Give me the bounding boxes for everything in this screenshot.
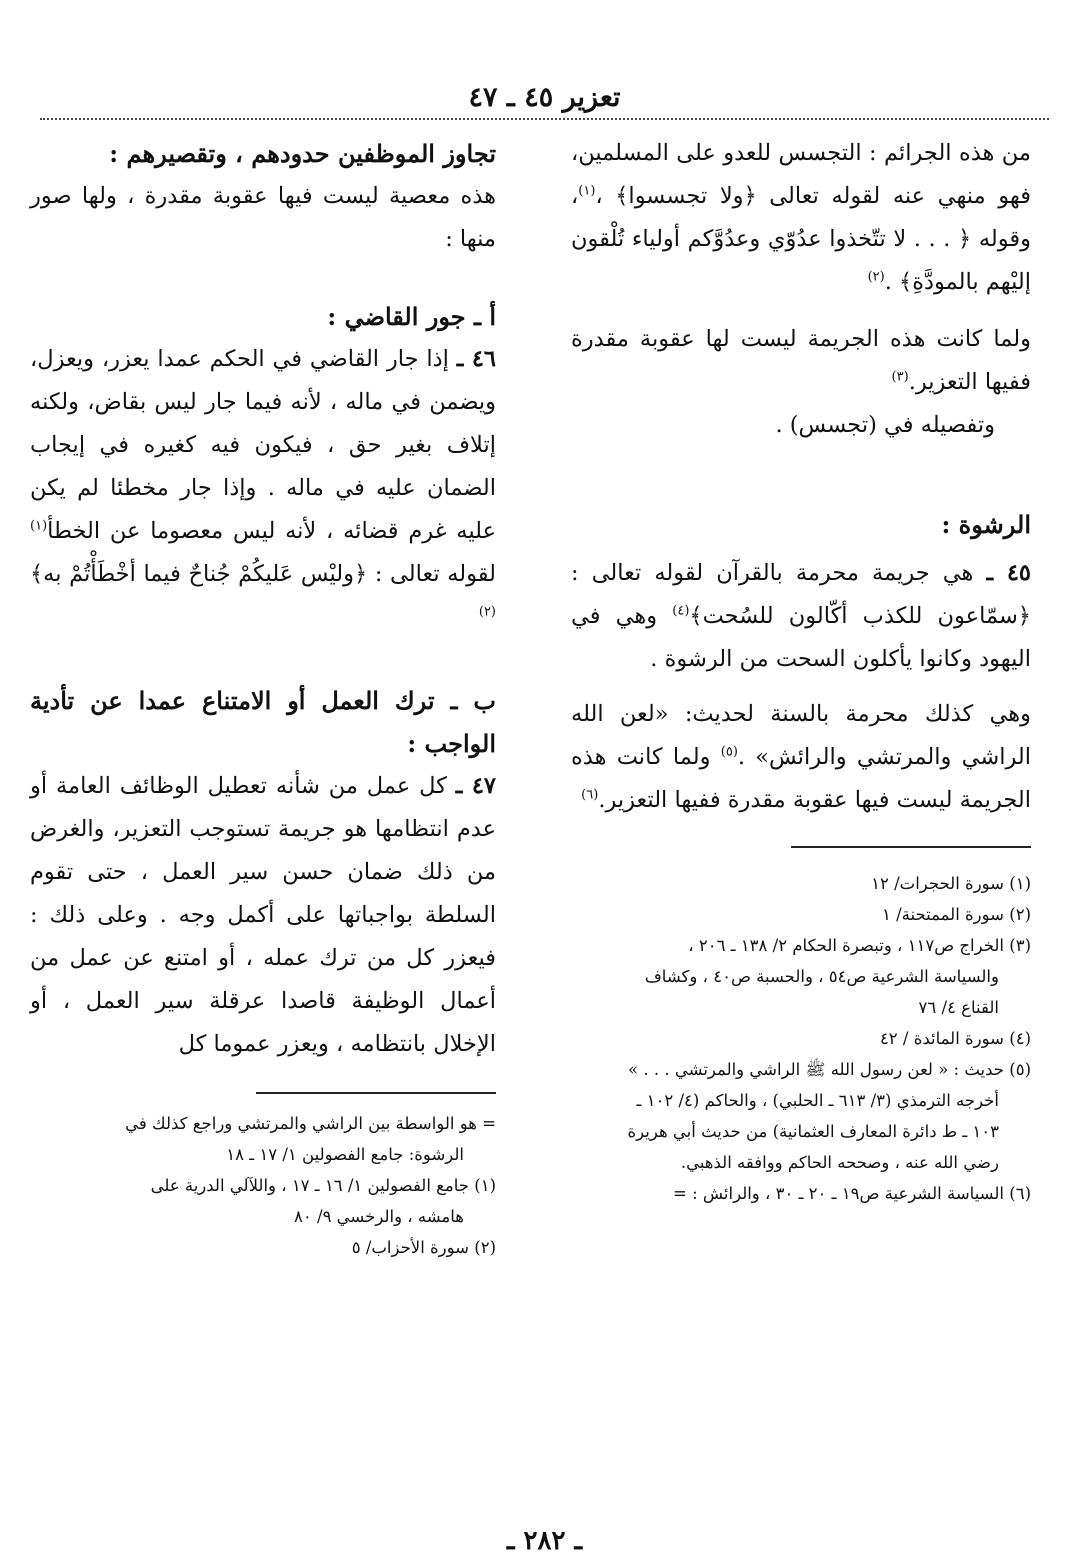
footnotes-left <box>30 1108 496 1263</box>
right-column <box>571 128 1031 1209</box>
footnote-2: (٢) سورة الممتحنة/ ١ <box>881 905 1031 924</box>
paragraph-number: ٤٥ ـ <box>986 560 1031 586</box>
running-header-title: تعزير ٤٥ ـ ٤٧ <box>468 82 621 113</box>
paragraph-47 <box>30 765 496 1066</box>
page-number: ـ ٢٨٢ ـ <box>506 1526 583 1556</box>
footnote-ref: (٢) <box>478 604 496 620</box>
heading-bribery: الرشوة : <box>941 510 1031 539</box>
paragraph-text: إذا جار القاضي في الحكم عمدا يعزر، ويعزل، ويضمن في ماله ، لأنه فيما جار ليس بقاض، ولكنه إتلاف بغير حق ، فيكون فيه كغيره في إيجاب الضمان عليه في ماله . وإذا جار مخطئا لم يكن عليه غرم قضائه ، لأنه ليس معصوما عن الخطأ <box>30 346 496 544</box>
footnote-ref: (١) <box>578 183 596 199</box>
footnote-5: (٥) حديث : « لعن رسول الله ﷺ الراشي والمرتشي . . . » <box>628 1060 1031 1079</box>
footnote-3: (٣) الخراج ص١١٧ ، وتبصرة الحكام ٢/ ١٣٨ ـ ٢٠٦ ، <box>688 936 1031 955</box>
footnote-ref: (١) <box>30 518 48 534</box>
paragraph-espionage-penalty <box>571 318 1031 404</box>
paragraph-text: وهي في اليهود وكانوا يأكلون السحت من الرشوة . <box>571 603 1031 672</box>
footnote-1: (١) سورة الحجرات/ ١٢ <box>871 874 1031 893</box>
footnote-ref: (٥) <box>720 744 738 760</box>
paragraph-text: لقوله تعالى : ﴿وليْس عَليكُمْ جُناحٌ فيما أخْطَأْتُمْ به﴾ <box>30 561 496 587</box>
footnote-2: (٢) سورة الأحزاب/ ٥ <box>351 1238 496 1257</box>
header-dotted-rule <box>40 118 1049 120</box>
paragraph-text: ولما كانت هذه الجريمة ليست فيها عقوبة مقدرة ففيها التعزير. <box>571 744 1031 813</box>
footnote-3-cont: القناع ٤/ ٧٦ <box>918 998 999 1017</box>
footnote-5-cont: رضي الله عنه ، وصححه الحاكم ووافقه الذهبي. <box>680 1153 999 1172</box>
footnote-4: (٤) سورة المائدة / ٤٢ <box>879 1029 1031 1048</box>
footnote-ref: (٢) <box>867 269 885 285</box>
heading-abandon-work: ب ـ ترك العمل أو الامتناع عمدا عن تأدية الواجب : <box>30 686 496 758</box>
footnote-1-cont: هامشه ، والرخسي ٩/ ٨٠ <box>294 1207 464 1226</box>
page-header <box>0 80 1089 120</box>
footnote-ref: (٦) <box>581 787 599 803</box>
paragraph-bribery-sunnah <box>571 693 1031 822</box>
footnote-ref: (٣) <box>891 369 909 385</box>
paragraph-text: كل عمل من شأنه تعطيل الوظائف العامة أو عدم انتظامها هو جريمة تستوجب التعزير، والغرض من ذلك ضمان حسن سير العمل ، حتى تقوم السلطة بواجباتها على أكمل وجه . وعلى ذلك : فيعزر كل من ترك عمله ، أو امتنع عن عمل من أعمال الوظيفة قاصدا عرقلة سير العمل ، أو الإخلال بانتظامه ، ويعزر عموما كل <box>30 773 496 1057</box>
heading-judge-injustice: أ ـ جور القاضي : <box>327 302 496 331</box>
paragraph-46 <box>30 338 496 639</box>
paragraph-see-also: وتفصيله في (تجسس) . <box>775 412 995 438</box>
footnote-continuation: الرشوة: جامع الفصولين ١/ ١٧ ـ ١٨ <box>226 1145 464 1164</box>
paragraph-text: من هذه الجرائم : التجسس للعدو على المسلمين، فهو منهي عنه لقوله تعالى ﴿ولا تجسسوا﴾ ، <box>571 140 1031 209</box>
paragraph-number: ٤٧ ـ <box>455 773 497 799</box>
footnote-separator <box>791 846 1031 848</box>
footnote-3-cont: والسياسة الشرعية ص٥٤ ، والحسبة ص٤٠ ، وكشاف <box>644 967 999 986</box>
paragraph-text: وهي كذلك محرمة بالسنة لحديث: «لعن الله الراشي والمرتشي والرائش» . <box>571 701 1032 770</box>
footnote-continuation: = هو الواسطة بين الراشي والمرتشي وراجع كذلك في <box>125 1114 496 1133</box>
heading-officials: تجاوز الموظفين حدودهم ، وتقصيرهم : <box>109 139 496 168</box>
paragraph-45 <box>571 552 1031 681</box>
footnote-separator <box>256 1092 496 1094</box>
paragraph-text: ولما كانت هذه الجريمة ليست لها عقوبة مقدرة ففيها التعزير. <box>571 326 1031 395</box>
footnote-1: (١) جامع الفصولين ١/ ١٦ ـ ١٧ ، واللآلي الدرية على <box>150 1176 496 1195</box>
footnotes-right <box>571 868 1031 1209</box>
footnote-5-cont: ١٠٣ ـ ط دائرة المعارف العثمانية) من حديث أبي هريرة <box>627 1122 999 1141</box>
paragraph-text: ، وقوله ﴿ . . . لا تتّخذوا عدُوّي وعدُوَّكم أولياء تُلْقون إليْهم بالمودَّةِ﴾ . <box>571 183 1031 295</box>
paragraph-number: ٤٦ ـ <box>456 346 496 372</box>
left-column <box>30 128 496 1263</box>
paragraph-text: هي جريمة محرمة بالقرآن لقوله تعالى : ﴿سمّاعون للكذب أكّالون للسُحت﴾ <box>571 560 1031 629</box>
footnote-ref: (٤) <box>672 603 690 619</box>
paragraph-officials-intro: هذه معصية ليست فيها عقوبة مقدرة ، ولها صور منها : <box>30 183 496 252</box>
footnote-6: (٦) السياسة الشرعية ص١٩ ـ ٢٠ ـ ٣٠ ، والرائش : = <box>673 1184 1031 1203</box>
footnote-5-cont: أخرجه الترمذي (٣/ ٦١٣ ـ الحلبي) ، والحاكم (٤/ ١٠٢ ـ <box>636 1091 999 1110</box>
paragraph-espionage <box>571 132 1031 304</box>
